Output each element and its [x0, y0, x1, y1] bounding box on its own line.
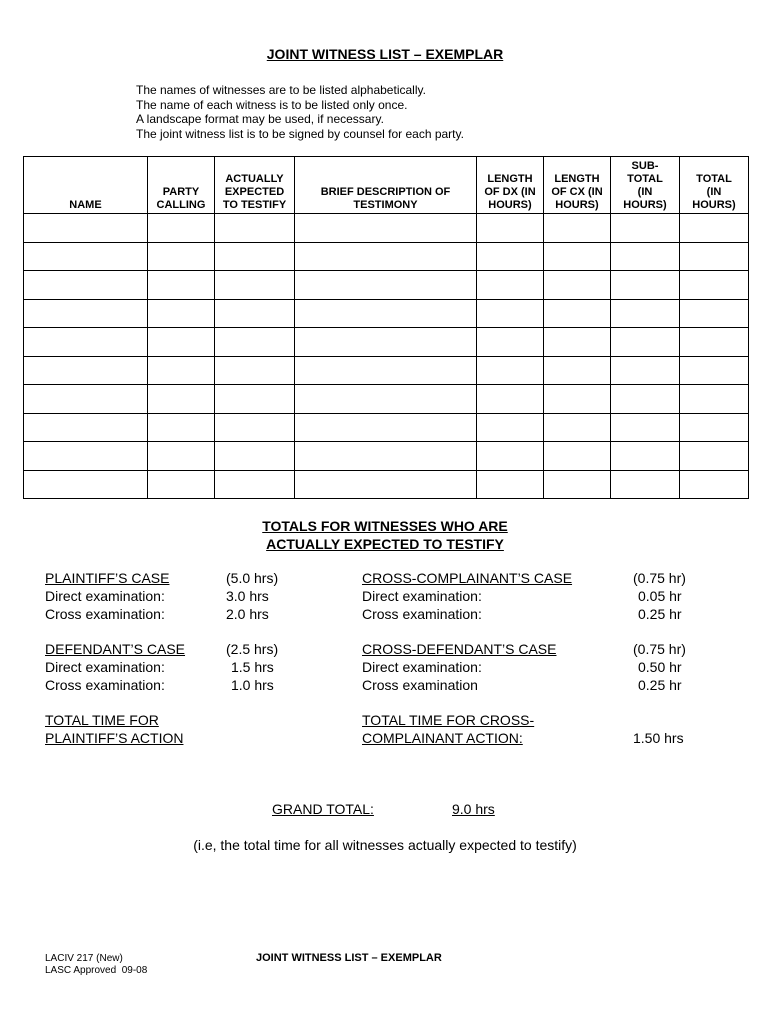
table-row — [24, 470, 749, 499]
header-length-dx: LENGTH OF DX (IN HOURS) — [477, 157, 544, 214]
table-cell[interactable] — [215, 242, 295, 271]
table-cell[interactable] — [148, 299, 215, 328]
table-cell[interactable] — [215, 214, 295, 243]
header-actually-expected: ACTUALLY EXPECTED TO TESTIFY — [215, 157, 295, 214]
table-row — [24, 413, 749, 442]
table-cell[interactable] — [148, 242, 215, 271]
table-cell[interactable] — [477, 470, 544, 499]
table-cell[interactable] — [611, 328, 680, 357]
cross-defendant-case-total: (0.75 hr) — [633, 641, 686, 657]
cross-defendant-direct-value: 0.50 hr — [638, 659, 682, 675]
table-row — [24, 299, 749, 328]
table-cell[interactable] — [148, 271, 215, 300]
table-header-row — [24, 157, 749, 214]
table-cell[interactable] — [680, 470, 749, 499]
table-cell[interactable] — [148, 214, 215, 243]
defendant-case-total: (2.5 hrs) — [226, 641, 279, 657]
instructions — [136, 83, 464, 142]
table-cell[interactable] — [477, 356, 544, 385]
grand-total-value: 9.0 hrs — [452, 801, 495, 817]
plaintiff-cross-value: 2.0 hrs — [226, 606, 269, 622]
table-cell[interactable] — [680, 271, 749, 300]
plaintiff-direct-value: 3.0 hrs — [226, 588, 269, 604]
table-cell[interactable] — [148, 442, 215, 471]
table-cell[interactable] — [544, 271, 611, 300]
instruction-line: The name of each witness is to be listed only once. — [136, 97, 408, 112]
table-cell[interactable] — [215, 271, 295, 300]
table-cell[interactable] — [24, 413, 148, 442]
table-cell[interactable] — [295, 385, 477, 414]
table-cell[interactable] — [611, 413, 680, 442]
defendant-direct-label: Direct examination: — [45, 659, 165, 675]
table-cell[interactable] — [477, 214, 544, 243]
table-cell[interactable] — [680, 356, 749, 385]
defendant-cross-value: 1.0 hrs — [231, 677, 274, 693]
instruction-line: The names of witnesses are to be listed alphabetically. — [136, 83, 426, 97]
table-cell[interactable] — [24, 385, 148, 414]
cross-complainant-cross-value: 0.25 hr — [638, 606, 682, 622]
table-row — [24, 242, 749, 271]
table-cell[interactable] — [544, 299, 611, 328]
table-row — [24, 356, 749, 385]
cross-complainant-case-label: CROSS-COMPLAINANT’S CASE — [362, 570, 573, 586]
table-cell[interactable] — [295, 356, 477, 385]
table-cell[interactable] — [477, 299, 544, 328]
table-cell[interactable] — [477, 442, 544, 471]
table-cell[interactable] — [24, 442, 148, 471]
table-cell[interactable] — [544, 356, 611, 385]
cross-complainant-action-label: TOTAL TIME FOR CROSS- COMPLAINANT ACTION: — [362, 712, 535, 746]
plaintiff-action-label: TOTAL TIME FOR PLAINTIFF’S ACTION — [45, 712, 184, 746]
table-cell[interactable] — [477, 413, 544, 442]
witness-table — [23, 156, 749, 499]
header-description: BRIEF DESCRIPTION OF TESTIMONY — [295, 157, 477, 214]
instruction-line: A landscape format may be used, if necessary. — [136, 112, 384, 127]
table-cell[interactable] — [544, 470, 611, 499]
table-cell[interactable] — [215, 356, 295, 385]
cross-defendant-direct-label: Direct examination: — [362, 659, 482, 675]
table-cell[interactable] — [215, 385, 295, 414]
table-cell[interactable] — [24, 470, 148, 499]
table-cell[interactable] — [148, 328, 215, 357]
cross-complainant-direct-label: Direct examination: — [362, 588, 482, 604]
cross-complainant-cross-label: Cross examination: — [362, 606, 482, 622]
defendant-case-label: DEFENDANT’S CASE — [45, 641, 186, 657]
header-party-calling: PARTY CALLING — [148, 157, 215, 214]
table-cell[interactable] — [295, 413, 477, 442]
table-cell[interactable] — [24, 214, 148, 243]
totals-heading: TOTALS FOR WITNESSES WHO ARE ACTUALLY EXPECTED TO TESTIFY — [262, 518, 508, 552]
table-cell[interactable] — [295, 442, 477, 471]
table-cell[interactable] — [680, 413, 749, 442]
table-cell[interactable] — [544, 385, 611, 414]
table-cell[interactable] — [148, 470, 215, 499]
table-cell[interactable] — [611, 356, 680, 385]
header-length-cx: LENGTH OF CX (IN HOURS) — [544, 157, 611, 214]
table-cell[interactable] — [680, 328, 749, 357]
table-cell[interactable] — [215, 299, 295, 328]
table-cell[interactable] — [295, 299, 477, 328]
table-cell[interactable] — [148, 385, 215, 414]
document-title: JOINT WITNESS LIST – EXEMPLAR — [266, 46, 504, 62]
table-cell[interactable] — [295, 271, 477, 300]
table-cell[interactable] — [544, 328, 611, 357]
table-cell[interactable] — [544, 413, 611, 442]
table-cell[interactable] — [680, 385, 749, 414]
table-cell[interactable] — [148, 356, 215, 385]
plaintiff-direct-label: Direct examination: — [45, 588, 165, 604]
table-cell[interactable] — [477, 242, 544, 271]
table-cell[interactable] — [680, 242, 749, 271]
table-cell[interactable] — [544, 442, 611, 471]
table-cell[interactable] — [611, 442, 680, 471]
table-cell[interactable] — [24, 356, 148, 385]
table-cell[interactable] — [24, 242, 148, 271]
table-cell[interactable] — [611, 470, 680, 499]
table-cell[interactable] — [611, 271, 680, 300]
table-cell[interactable] — [477, 271, 544, 300]
table-cell[interactable] — [24, 299, 148, 328]
table-cell[interactable] — [24, 328, 148, 357]
table-cell[interactable] — [680, 214, 749, 243]
grand-total-note: (i.e, the total time for all witnesses actually expected to testify) — [193, 837, 577, 853]
table-cell[interactable] — [477, 385, 544, 414]
table-cell[interactable] — [295, 328, 477, 357]
defendant-cross-label: Cross examination: — [45, 677, 165, 693]
header-total: TOTAL (IN HOURS) — [680, 157, 749, 214]
table-cell[interactable] — [611, 299, 680, 328]
header-subtotal: SUB- TOTAL (IN HOURS) — [611, 157, 680, 214]
table-row — [24, 214, 749, 243]
defendant-direct-value: 1.5 hrs — [231, 659, 274, 675]
table-cell[interactable] — [215, 470, 295, 499]
instruction-line: The joint witness list is to be signed by counsel for each party. — [136, 127, 464, 142]
table-cell[interactable] — [544, 242, 611, 271]
cross-defendant-case-label: CROSS-DEFENDANT’S CASE — [362, 641, 557, 657]
table-cell[interactable] — [295, 470, 477, 499]
table-cell[interactable] — [680, 442, 749, 471]
table-cell[interactable] — [295, 242, 477, 271]
cross-defendant-cross-label: Cross examination — [362, 677, 478, 693]
table-cell[interactable] — [215, 442, 295, 471]
table-row — [24, 271, 749, 300]
table-cell[interactable] — [295, 214, 477, 243]
table-cell[interactable] — [215, 413, 295, 442]
table-cell[interactable] — [215, 328, 295, 357]
footer-form-id: LACIV 217 (New) LASC Approved 09-08 — [45, 953, 148, 976]
table-cell[interactable] — [148, 413, 215, 442]
table-cell[interactable] — [544, 214, 611, 243]
table-cell[interactable] — [611, 214, 680, 243]
table-cell[interactable] — [24, 271, 148, 300]
cross-complainant-case-total: (0.75 hr) — [633, 570, 686, 586]
header-name: NAME — [24, 157, 148, 214]
table-cell[interactable] — [477, 328, 544, 357]
cross-complainant-direct-value: 0.05 hr — [638, 588, 682, 604]
table-cell[interactable] — [680, 299, 749, 328]
table-cell[interactable] — [611, 385, 680, 414]
plaintiff-case-label: PLAINTIFF’S CASE — [45, 570, 170, 586]
footer-title: JOINT WITNESS LIST – EXEMPLAR — [256, 952, 442, 964]
table-row — [24, 385, 749, 414]
plaintiff-cross-label: Cross examination: — [45, 606, 165, 622]
table-cell[interactable] — [611, 242, 680, 271]
table-row — [24, 442, 749, 471]
table-row — [24, 328, 749, 357]
cross-defendant-cross-value: 0.25 hr — [638, 677, 682, 693]
cross-complainant-action-value: 1.50 hrs — [633, 730, 684, 746]
plaintiff-case-total: (5.0 hrs) — [226, 570, 279, 586]
grand-total-label: GRAND TOTAL: — [272, 801, 374, 817]
